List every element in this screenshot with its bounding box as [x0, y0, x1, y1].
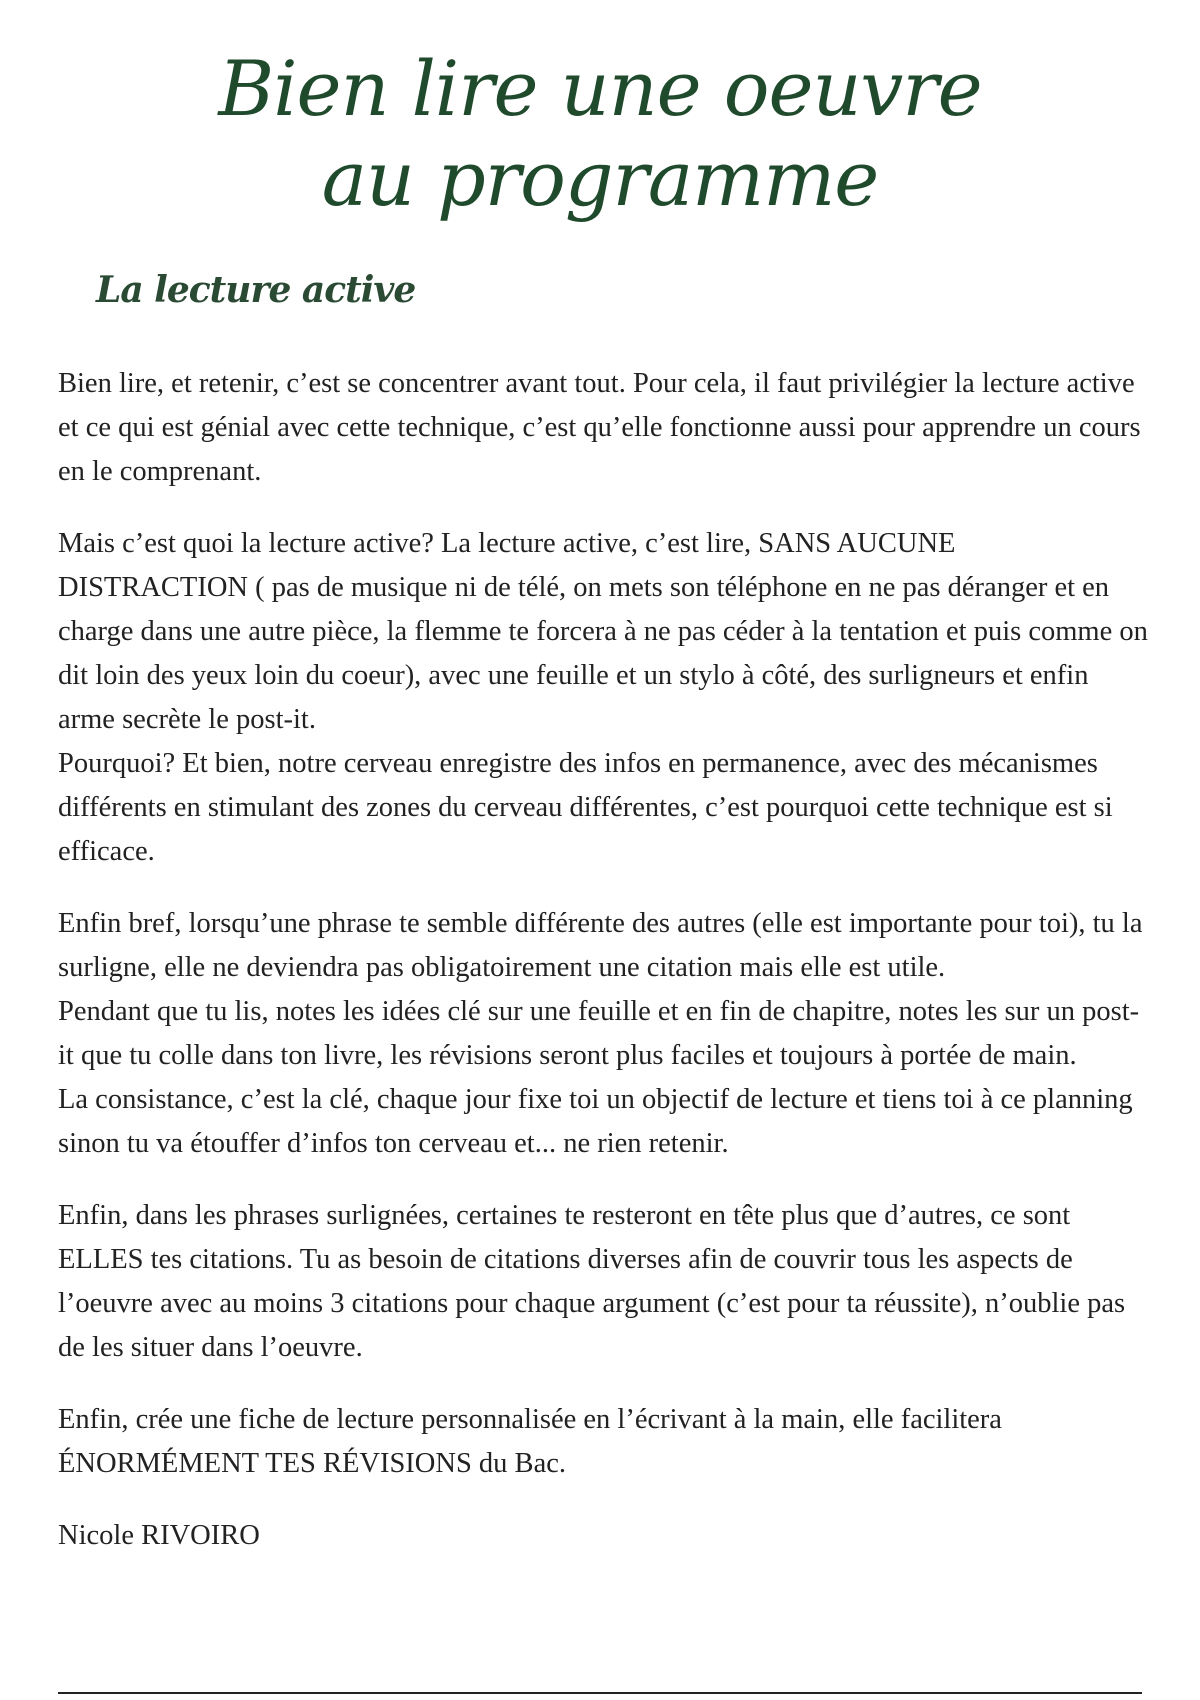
paragraph-text: La consistance, c’est la clé, chaque jour fixe toi un objectif de lecture et tiens toi à ce planning sinon tu va étouffer d’infos ton cerveau et... ne rien retenir.	[58, 1084, 1133, 1159]
paragraph-text: Bien lire, et retenir, c’est se concentrer avant tout. Pour cela, il faut privilégier la lecture active et ce qui est génial avec cette technique, c’est qu’elle fonctionne aussi pour apprendre un cours en le comprenant.	[58, 368, 1141, 487]
document-body	[58, 362, 1148, 1586]
page-title-line-2: au programme	[321, 134, 879, 223]
page-title	[0, 44, 1200, 224]
paragraph-3	[58, 902, 1148, 1166]
paragraph-text: Enfin, crée une fiche de lecture personnalisée en l’écrivant à la main, elle facilitera ÉNORMÉMENT TES RÉVISIONS du Bac.	[58, 1404, 1002, 1479]
paragraph-1	[58, 362, 1148, 494]
paragraph-5	[58, 1398, 1148, 1486]
bottom-divider	[58, 1692, 1142, 1694]
paragraph-text: Enfin bref, lorsqu’une phrase te semble différente des autres (elle est importante pour toi), tu la surligne, elle ne deviendra pas obligatoirement une citation mais elle est utile.	[58, 908, 1143, 983]
author-signature: Nicole RIVOIRO	[58, 1520, 260, 1551]
paragraph-text: Pourquoi? Et bien, notre cerveau enregistre des infos en permanence, avec des mécanismes différents en stimulant des zones du cerveau différentes, c’est pourquoi cette technique est si efficace.	[58, 748, 1113, 867]
paragraph-text: Enfin, dans les phrases surlignées, certaines te resteront en tête plus que d’autres, ce sont ELLES tes citations. Tu as besoin de citations diverses afin de couvrir tous les aspects de l’oeuvre avec au moins 3 citations pour chaque argument (c’est pour ta réussite), n’oublie pas de les situer dans l’oeuvre.	[58, 1200, 1126, 1363]
paragraph-text: Pendant que tu lis, notes les idées clé sur une feuille et en fin de chapitre, notes les sur un post-it que tu colle dans ton livre, les révisions seront plus faciles et toujours à portée de main.	[58, 996, 1140, 1071]
paragraph-2	[58, 522, 1148, 874]
page-title-line-1: Bien lire une oeuvre	[218, 44, 982, 133]
paragraph-4	[58, 1194, 1148, 1370]
section-subtitle: La lecture active	[96, 269, 416, 311]
paragraph-text: Mais c’est quoi la lecture active? La lecture active, c’est lire, SANS AUCUNE DISTRACTION ( pas de musique ni de télé, on mets son téléphone en ne pas déranger et en charge dans une autre pièce, la flemme te forcera à ne pas céder à la tentation et puis comme on dit loin des yeux loin du coeur), avec une feuille et un stylo à côté, des surligneurs et enfin arme secrète le post-it.	[58, 528, 1148, 735]
